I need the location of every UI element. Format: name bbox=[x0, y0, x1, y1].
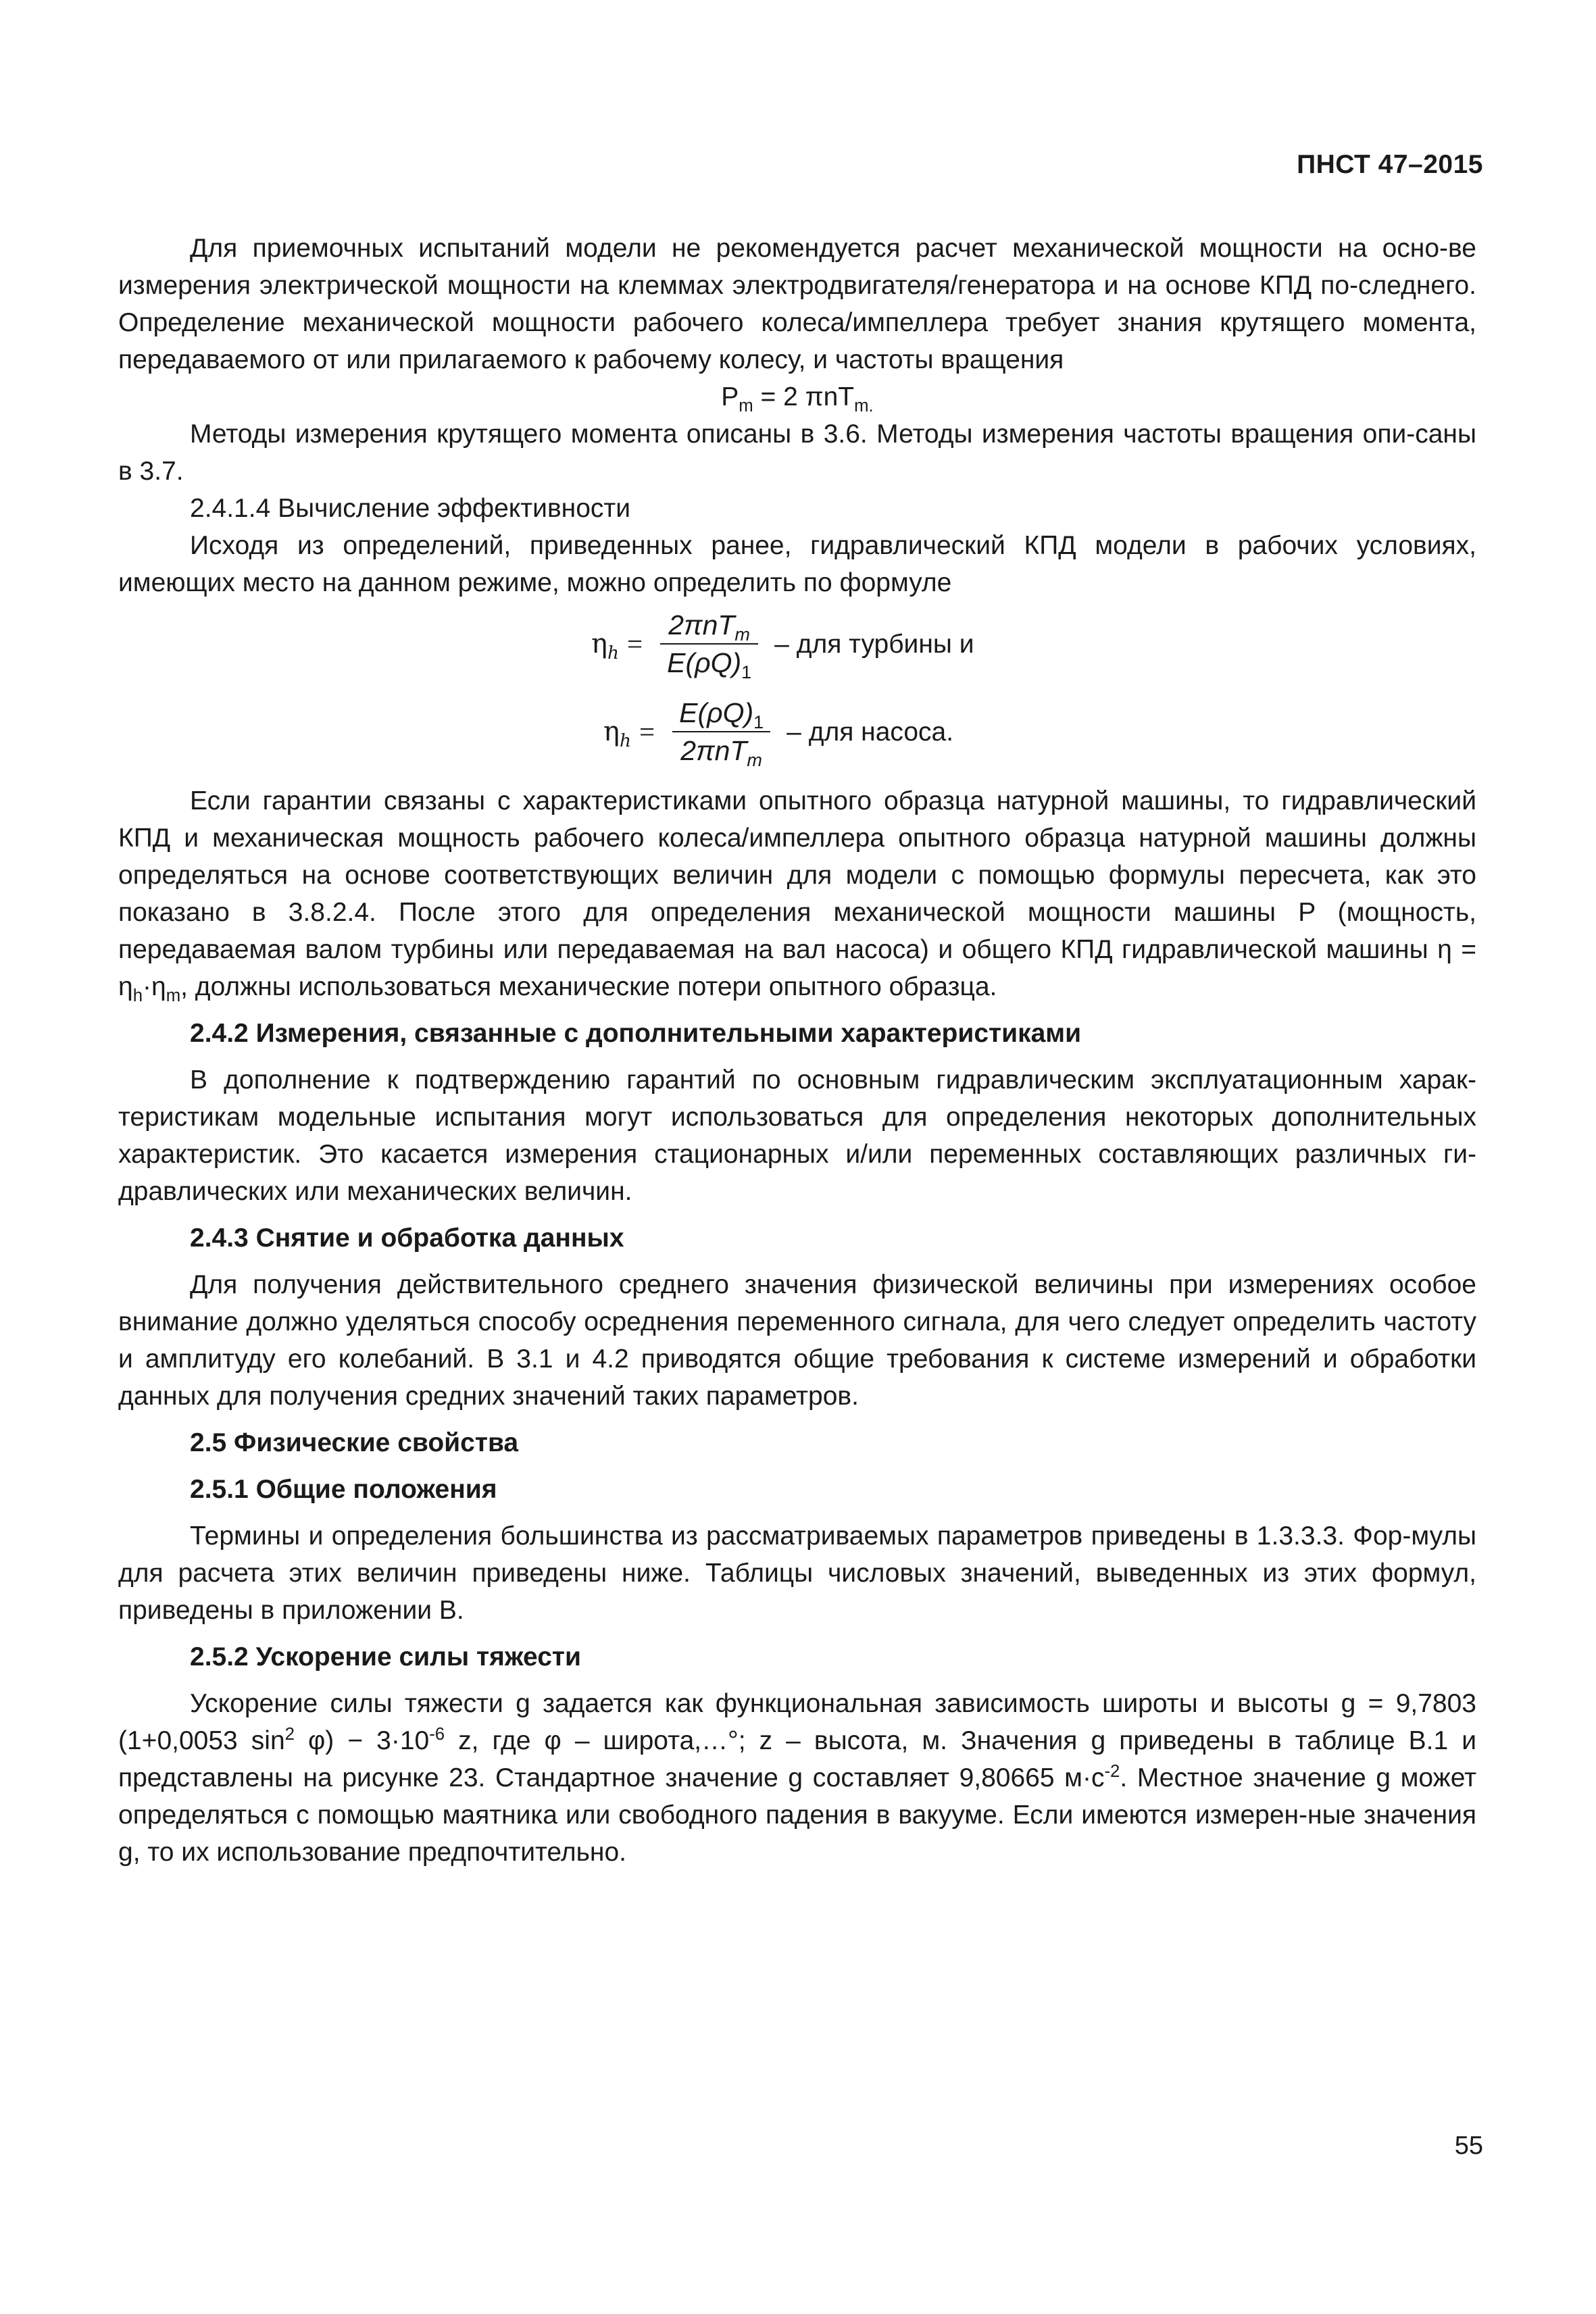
paragraph-hydraulic-efficiency: Исходя из определений, приведенных ранее, гидравлический КПД модели в рабочих условиях, имеющих место на данном режиме, можно определить по формуле bbox=[118, 531, 1476, 597]
paragraph-measurement-methods: Методы измерения крутящего момента описаны в 3.6. Методы измерения частоты вращения опи-саны в 3.7. bbox=[118, 420, 1476, 486]
section-heading-242: 2.4.2 Измерения, связанные с дополнительными характеристиками bbox=[190, 1019, 1082, 1048]
formula-turbine-row bbox=[118, 607, 1476, 689]
formula-pump-equals: = bbox=[639, 715, 655, 747]
paragraph-additional-characteristics: В дополнение к подтверждению гарантий по основным гидравлическим эксплуатационным харак-теристикам модельные испытания могут использоваться для определения некоторых дополнительных характеристик. Это касается измерения стационарных и/или переменных составляющих различных ги-дравлических или механических величин. bbox=[118, 1065, 1476, 1206]
formula-turbine-numerator: 2πnT$_m$ bbox=[668, 609, 750, 645]
section-heading-2414: 2.4.1.4 Вычисление эффективности bbox=[190, 494, 631, 523]
page-body bbox=[118, 230, 1476, 1871]
formula-pump-denominator: 2πnT$_m$ bbox=[680, 735, 762, 771]
paragraph-general-provisions: Термины и определения большинства из рассматриваемых параметров приведены в 1.3.3.3. Фор-мулы для расчета этих величин приведены ниже. Таблицы числовых значений, выведенных из этих формул, приведены в приложении В. bbox=[118, 1521, 1476, 1625]
formula-pm-lhs-sub: m bbox=[739, 396, 753, 416]
paragraph-data-processing: Для получения действительного среднего значения физической величины при измерениях особое внимание должно уделяться способу осреднения переменного сигнала, для чего следует определить частоту и амплитуду его колебаний. В 3.1 и 4.2 приводятся общие требования к системе измерений и обработки данных для получения средних значений таких параметров. bbox=[118, 1270, 1476, 1411]
formula-pump-fraction bbox=[672, 695, 770, 769]
page-number: 55 bbox=[1454, 2132, 1483, 2160]
formula-pump-eta: $\eta_h$ bbox=[603, 715, 631, 751]
formula-mechanical-power bbox=[118, 378, 1476, 416]
formula-pump bbox=[603, 695, 953, 769]
formula-pump-numerator: $E(\rho Q)_1$ bbox=[679, 697, 764, 733]
section-heading-243: 2.4.3 Снятие и обработка данных bbox=[190, 1224, 624, 1253]
formula-turbine-eta: $\eta_h$ bbox=[591, 628, 619, 663]
formula-pump-row bbox=[118, 695, 1476, 777]
paragraph-gravity-acceleration: Ускорение силы тяжести g задается как функциональная зависимость широты и высоты g = 9,7803 (1+0,0053 $\sin^2 \varphi) - 3\cdot 10^{-6}$ z, где φ – широта,…°; z – высота, м. Значения g приведены в таблице В.1 и представлены на рисунке 23. Стандартное значение g составляет 9,80665 $м\cdot с^{-2}$. Местное значение g может определяться с помощью маятника или свободного падения в вакууме. Если имеются измерен-ные значения g, то их использование предпочтительно. bbox=[118, 1689, 1476, 1867]
paragraph-mechanical-power: Для приемочных испытаний модели не рекомендуется расчет механической мощности на осно-ве измерения электрической мощности на клеммах электродвигателя/генератора и на основе КПД по-следнего. Определение механической мощности рабочего колеса/импеллера требует знания крутящего момента, передаваемого от или прилагаемого к рабочему колесу, и частоты вращения bbox=[118, 234, 1476, 374]
formula-pm-rhs-sub: m. bbox=[854, 396, 874, 416]
section-heading-251: 2.5.1 Общие положения bbox=[190, 1475, 497, 1504]
formula-turbine-denominator: $E(\rho Q)_1$ bbox=[667, 647, 752, 683]
section-heading-25: 2.5 Физические свойства bbox=[190, 1428, 519, 1457]
paragraph-prototype-guarantees: Если гарантии связаны с характеристиками опытного образца натурной машины, то гидравлический КПД и механическая мощность рабочего колеса/импеллера опытного образца натурной машины должны определяться на основе соответствующих величин для модели с помощью формулы пересчета, как это показано в 3.8.2.4. После этого для определения механической мощности машины P (мощность, передаваемая валом турбины или передаваемая на вал насоса) и общего КПД гидравлической машины $\eta = \eta_h\cdot\eta_m$, должны использоваться механические потери опытного образца. bbox=[118, 786, 1476, 1005]
formula-turbine-label: – для турбины и bbox=[774, 629, 974, 659]
section-heading-252: 2.5.2 Ускорение силы тяжести bbox=[190, 1642, 581, 1671]
formula-turbine bbox=[591, 607, 974, 681]
formula-pm-rhs: = 2 πnT bbox=[753, 382, 855, 411]
formula-pump-label: – для насоса. bbox=[787, 717, 954, 747]
formula-pm-lhs: P bbox=[721, 382, 739, 411]
formula-turbine-fraction bbox=[660, 607, 758, 681]
formula-turbine-equals: = bbox=[626, 628, 643, 659]
document-id-header: ПНСТ 47–2015 bbox=[1297, 150, 1483, 179]
